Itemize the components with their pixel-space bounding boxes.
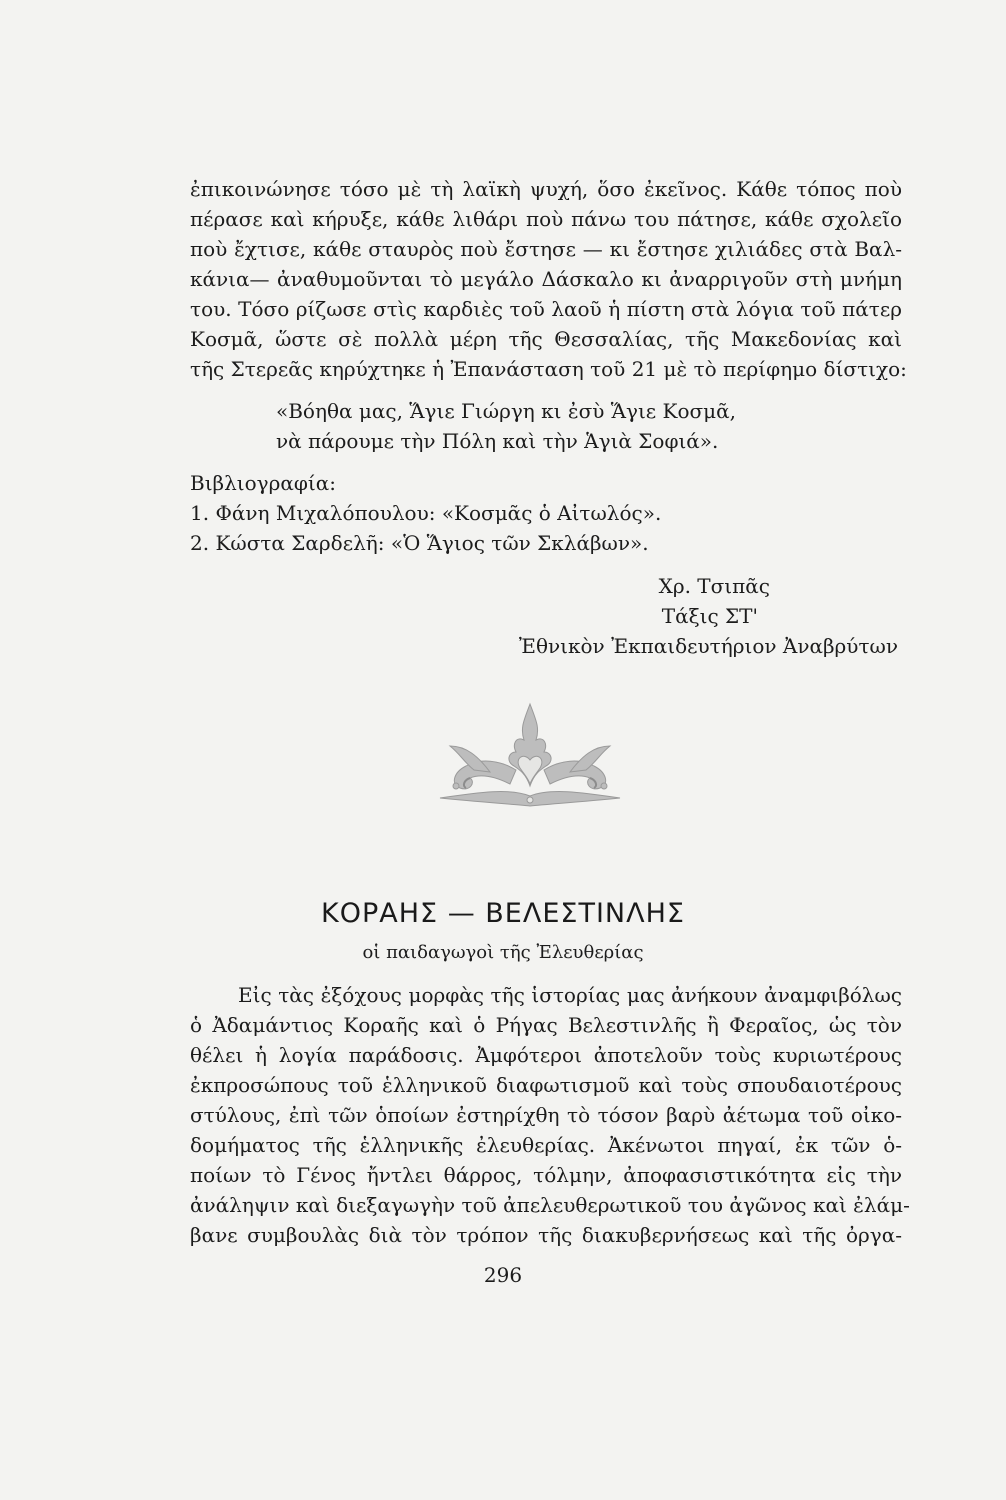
- text-line: στύλους, ἐπὶ τῶν ὁποίων ἐστηρίχθη τὸ τόσον βαρὺ ἀέτωμα τοῦ οἰκο-: [190, 1103, 902, 1127]
- text-line: βανε συμβουλὰς διὰ τὸν τρόπον τῆς διακυβερνήσεως καὶ τῆς ὀργα-: [190, 1223, 902, 1247]
- page-number: 296: [483, 1263, 523, 1287]
- text-line: κάνια— ἀναθυμοῦνται τὸ μεγάλο Δάσκαλο κι ἀναρριγοῦν στὴ μνήμη: [190, 267, 902, 291]
- text-line: του. Τόσο ρίζωσε στὶς καρδιὲς τοῦ λαοῦ ἡ πίστη στὰ λόγια τοῦ πάτερ: [190, 297, 902, 321]
- signature-school: Ἐθνικὸν Ἐκπαιδευτήριον Ἀναβρύτων: [518, 634, 898, 658]
- text-line: Εἰς τὰς ἐξόχους μορφὰς τῆς ἱστορίας μας ἀνήκουν ἀναμφιβόλως: [238, 983, 902, 1007]
- text-line: ἐπικοινώνησε τόσο μὲ τὴ λαϊκὴ ψυχή, ὅσο ἐκεῖνος. Κάθε τόπος ποὺ: [190, 177, 902, 201]
- text-line: ποίων τὸ Γένος ἤντλει θάρρος, τόλμην, ἀποφασιστικότητα εἰς τὴν: [190, 1163, 902, 1187]
- text-line: τῆς Στερεᾶς κηρύχτηκε ἡ Ἐπανάσταση τοῦ 21 μὲ τὸ περίφημο δίστιχο:: [190, 357, 907, 381]
- verse-line: νὰ πάρουμε τὴν Πόλη καὶ τὴν Ἁγιὰ Σοφιά».: [276, 429, 719, 453]
- text-line: ποὺ ἔχτισε, κάθε σταυρὸς ποὺ ἔστησε — κι ἔστησε χιλιάδες στὰ Βαλ-: [190, 237, 902, 261]
- text-line: ἀνάληψιν καὶ διεξαγωγὴν τοῦ ἀπελευθερωτικοῦ του ἀγῶνος καὶ ἐλάμ-: [190, 1193, 910, 1217]
- text-line: θέλει ἡ λογία παράδοσις. Ἀμφότεροι ἀποτελοῦν τοὺς κυριωτέρους: [190, 1043, 902, 1067]
- signature-author: Χρ. Τσιπᾶς: [658, 574, 770, 598]
- bibliography-heading: Βιβλιογραφία:: [190, 471, 336, 495]
- text-line: πέρασε καὶ κήρυξε, κάθε λιθάρι ποὺ πάνω του πάτησε, κάθε σχολεῖο: [190, 207, 902, 231]
- text-line: ὁ Ἀδαμάντιος Κοραῆς καὶ ὁ Ρήγας Βελεστινλῆς ἢ Φεραῖος, ὡς τὸν: [190, 1013, 902, 1037]
- text-line: δομήματος τῆς ἑλληνικῆς ἐλευθερίας. Ἀκένωτοι πηγαί, ἐκ τῶν ὁ-: [190, 1133, 902, 1157]
- text-line: Κοσμᾶ, ὥστε σὲ πολλὰ μέρη τῆς Θεσσαλίας, τῆς Μακεδονίας καὶ: [190, 327, 902, 351]
- article-title: ΚΟΡΑΗΣ — ΒΕΛΕΣΤΙΝΛΗΣ: [321, 898, 685, 929]
- article-subtitle: οἱ παιδαγωγοὶ τῆς Ἐλευθερίας: [362, 942, 644, 963]
- floral-ornament-icon: [420, 700, 640, 815]
- bibliography-item: 2. Κώστα Σαρδελῆ: «Ὁ Ἅγιος τῶν Σκλάβων».: [190, 531, 649, 555]
- bibliography-item: 1. Φάνη Μιχαλόπουλου: «Κοσμᾶς ὁ Αἰτωλός».: [190, 501, 662, 525]
- text-line: ἐκπροσώπους τοῦ ἑλληνικοῦ διαφωτισμοῦ καὶ τοὺς σπουδαιοτέρους: [190, 1073, 902, 1097]
- signature-class: Τάξις ΣΤ': [661, 604, 758, 628]
- verse-line: «Βόηθα μας, Ἅγιε Γιώργη κι ἐσὺ Ἅγιε Κοσμᾶ,: [276, 399, 737, 423]
